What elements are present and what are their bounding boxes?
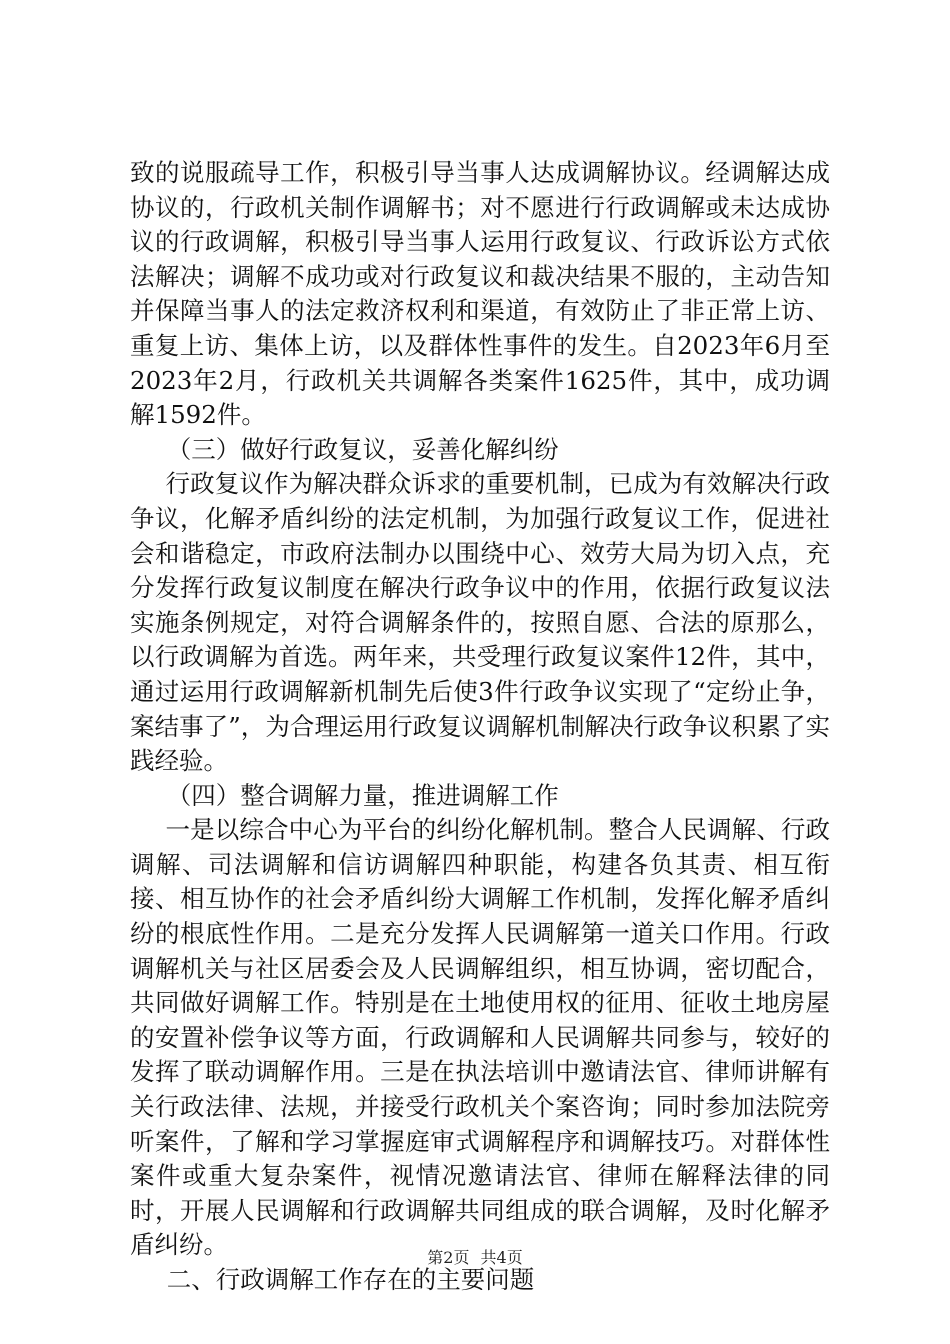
paragraph-continuation: 致的说服疏导工作，积极引导当事人达成调解协议。经调解达成协议的，行政机关制作调解书；对不愿进行行政调解或未达成协议的行政调解，积极引导当事人运用行政复议、行政诉讼方式依法解决；调解不成功或对行政复议和裁决结果不服的，主动告知并保障当事人的法定救济权利和渠道，有效防止了非正常上访、重复上访、集体上访，以及群体性事件的发生。自2023年6月至2023年2月，行政机关共调解各类案件1625件，其中，成功调解1592件。	[130, 158, 830, 430]
document-body	[130, 156, 830, 1298]
page-number: 第2页	[427, 1248, 470, 1267]
section-heading-four: （四）整合调解力量，推进调解工作	[166, 780, 559, 810]
section-heading-three: （三）做好行政复议，妥善化解纠纷	[166, 434, 559, 464]
page-footer	[0, 1245, 950, 1268]
paragraph-administrative-review: 行政复议作为解决群众诉求的重要机制，已成为有效解决行政争议，化解矛盾纠纷的法定机制，为加强行政复议工作，促进社会和谐稳定，市政府法制办以围绕中心、效劳大局为切入点，充分发挥行政复议制度在解决行政争议中的作用，依据行政复议法实施条例规定，对符合调解条件的，按照自愿、合法的原那么，以行政调解为首选。两年来，共受理行政复议案件12件，其中，通过运用行政调解新机制先后使3件行政争议实现了“定纷止争，案结事了”，为合理运用行政复议调解机制解决行政争议积累了实践经验。	[130, 469, 830, 776]
section-heading-main-problems: 二、行政调解工作存在的主要问题	[166, 1265, 535, 1294]
paragraph-mediation-integration: 一是以综合中心为平台的纠纷化解机制。整合人民调解、行政调解、司法调解和信访调解四种职能，构建各负其责、相互衔接、相互协作的社会矛盾纠纷大调解工作机制，发挥化解矛盾纠纷的根底性作用。二是充分发挥人民调解第一道关口作用。行政调解机关与社区居委会及人民调解组织，相互协调，密切配合，共同做好调解工作。特别是在土地使用权的征用、征收土地房屋的安置补偿争议等方面，行政调解和人民调解共同参与，较好的发挥了联动调解作用。三是在执法培训中邀请法官、律师讲解有关行政法律、法规，并接受行政机关个案咨询；同时参加法院旁听案件，了解和学习掌握庭审式调解程序和调解技巧。对群体性案件或重大复杂案件，视情况邀请法官、律师在解释法律的同时，开展人民调解和行政调解共同组成的联合调解，及时化解矛盾纠纷。	[130, 815, 830, 1260]
page-total: 共4页	[480, 1248, 523, 1267]
